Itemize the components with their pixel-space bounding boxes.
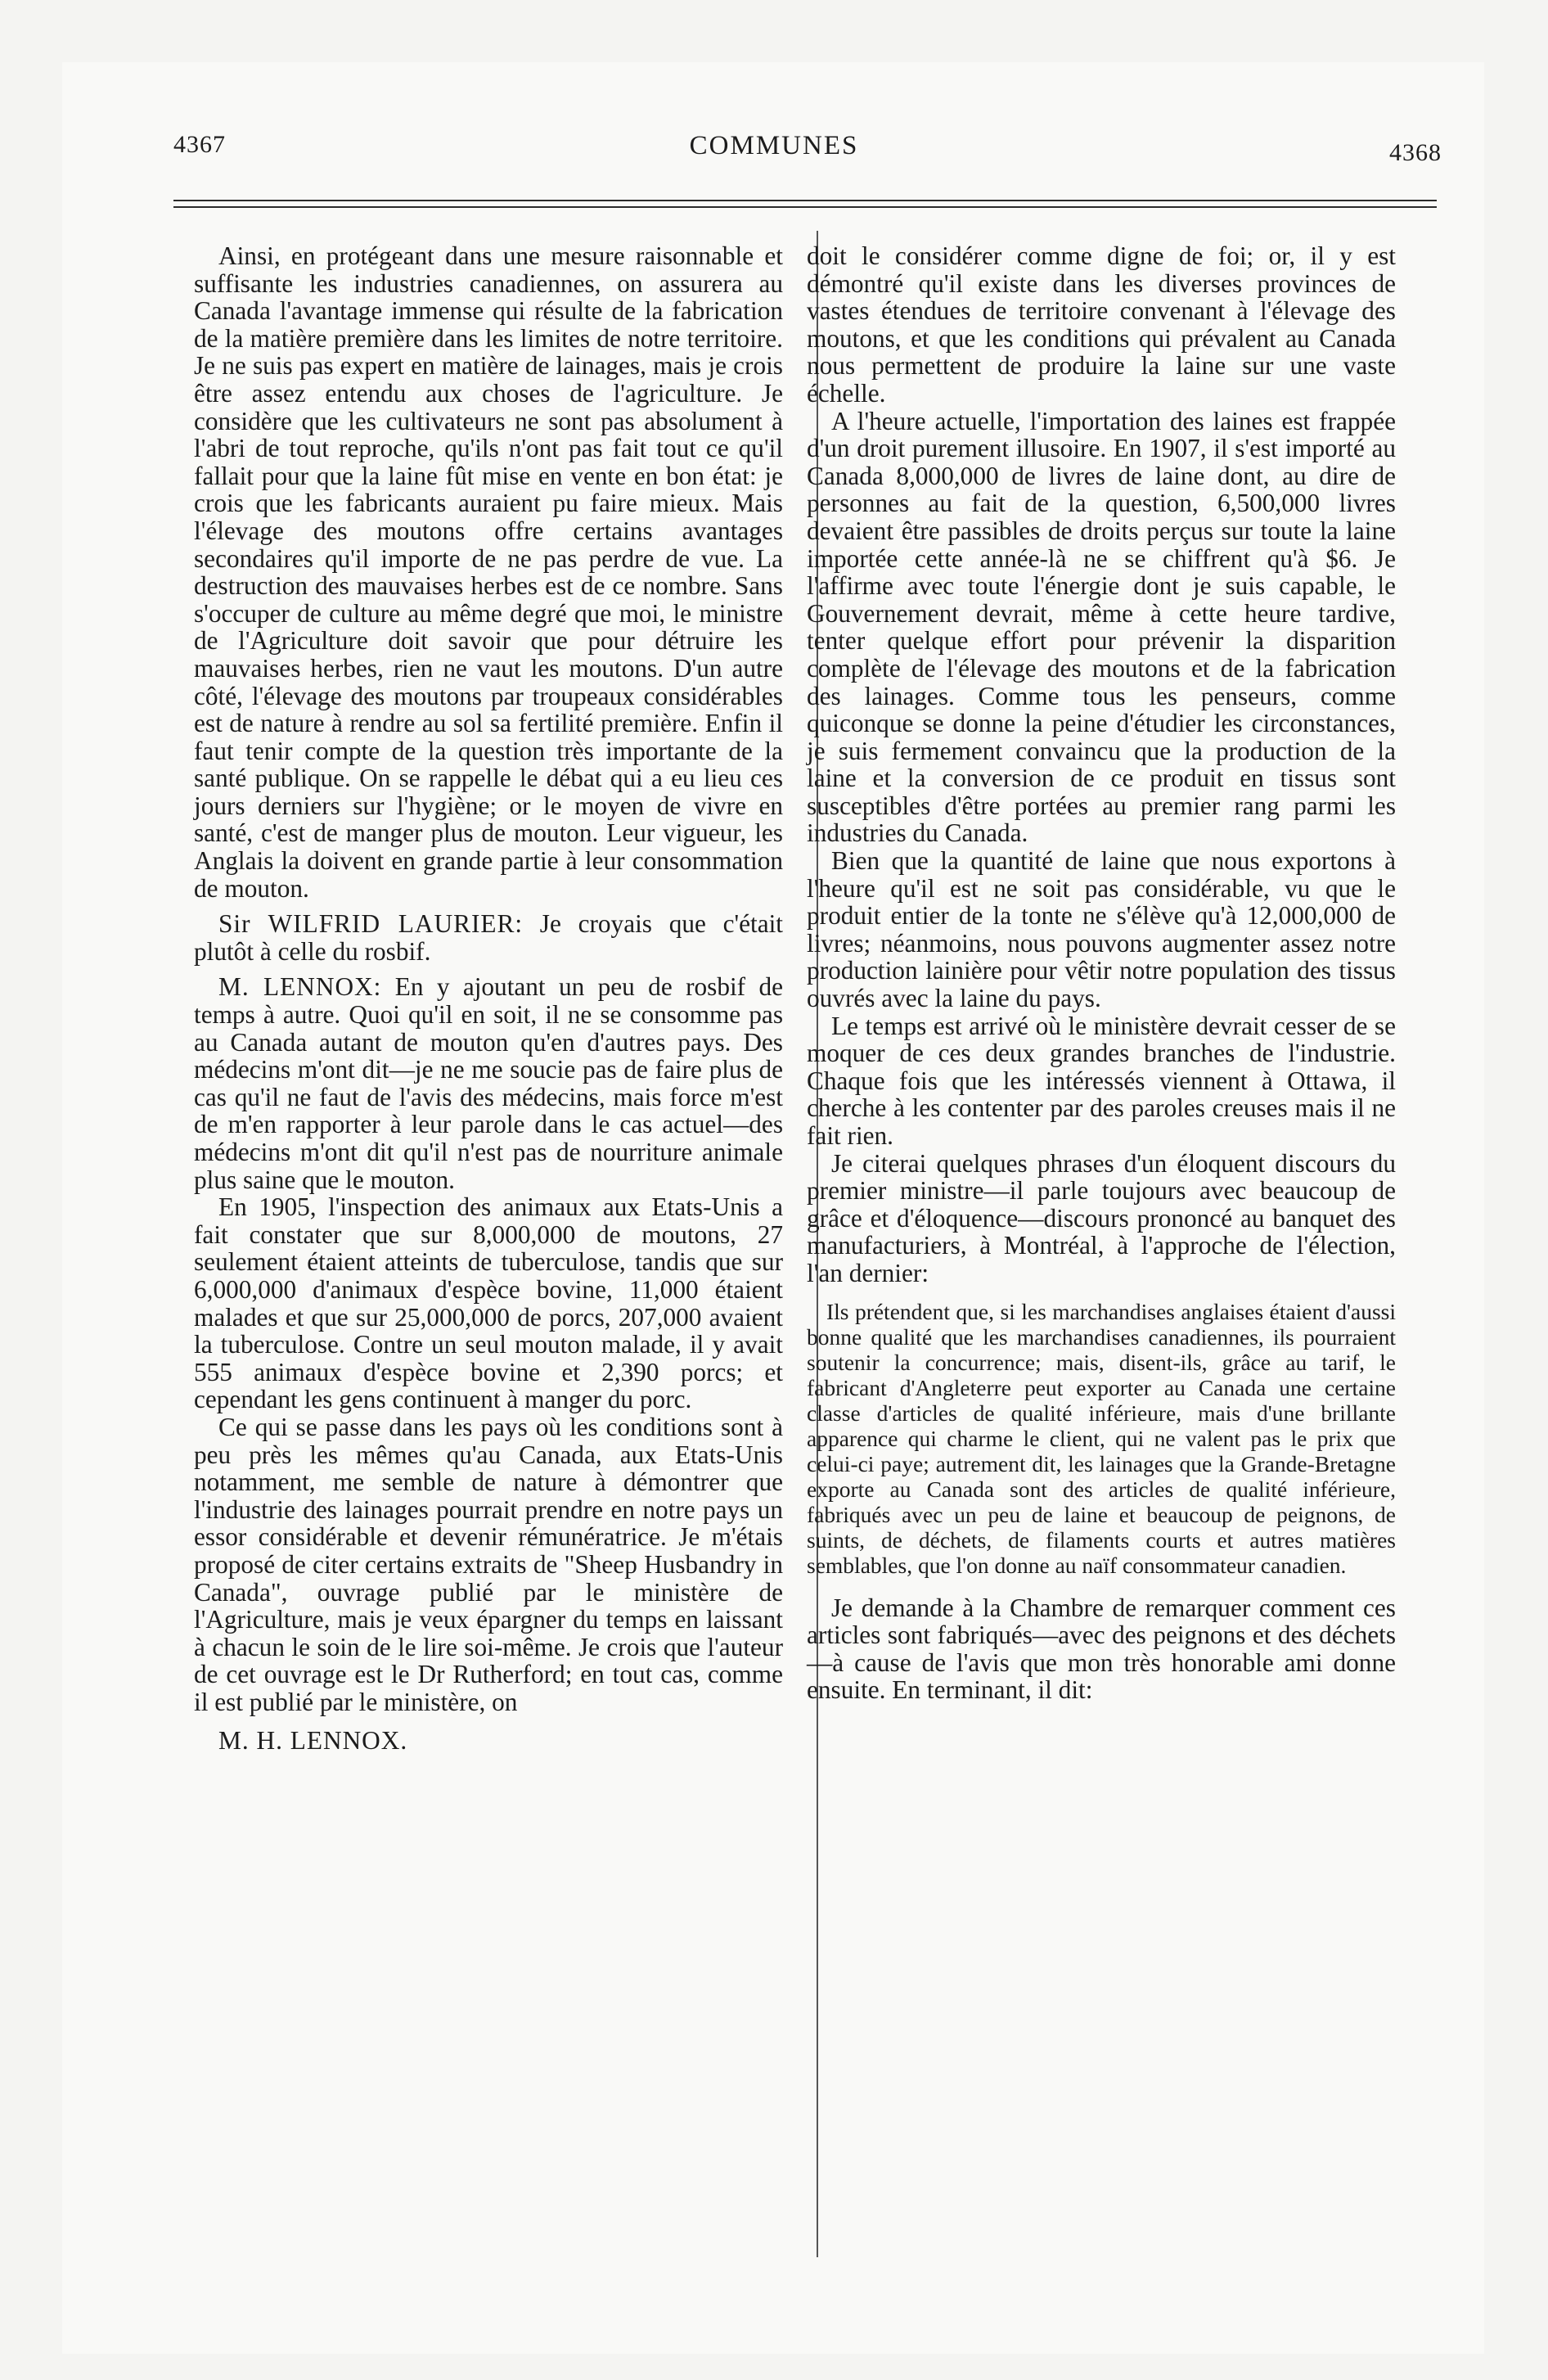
paragraph: En 1905, l'inspection des animaux aux Etats-Unis a fait constater que sur 8,000,000 de moutons, 27 seulement étaient atteints de tuberculose, tandis que sur 6,000,000 d'animaux d'espèce bovine, 11,000 étaient malades et que sur 25,000,000 de porcs, 207,000 avaient la tuberculose. Contre un seul mouton malade, il y avait 555 animaux d'espèce bovine et 2,390 porcs; et cependant les gens continuent à manger du porc. (194, 1192, 783, 1414)
paragraph-lennox (194, 973, 783, 1193)
signature: M. H. LENNOX. (218, 1726, 408, 1756)
left-column (194, 242, 783, 1755)
block-quote (807, 1299, 1396, 1578)
paragraph: Le temps est arrivé où le ministère devrait cesser de se moquer de ces deux grandes branches de l'industrie. Chaque fois que les intéressés viennent à Ottawa, il cherche à les contenter par des paroles creuses mais il ne fait rien. (807, 1011, 1396, 1150)
paragraph: doit le considérer comme digne de foi; or, il y est démontré qu'il existe dans les diverses provinces de vastes étendues de territoire convenant à l'élevage des moutons, et que les conditions qui prévalent au Canada nous permettent de produire la laine sur une vaste échelle. (807, 241, 1396, 408)
paragraph: Je citerai quelques phrases d'un éloquent discours du premier ministre—il parle toujours avec beaucoup de grâce et d'éloquence—discours prononcé au banquet des manufacturiers, à Montréal, à l'approche de l'élection, l'an dernier: (807, 1148, 1396, 1287)
speech-text: Je croyais que c'était plutôt à celle du rosbif. (194, 909, 783, 966)
speech-text: En y ajoutant un peu de rosbif de temps à autre. Quoi qu'il en soit, il ne se consomme pas au Canada autant de mouton qu'en d'autres pays. Des médecins m'ont dit—je ne me soucie pas de faire plus de cas qu'il ne faut de l'avis des médecins, mais force m'est de m'en rapporter à leur parole dans le cas actuel—des médecins m'ont dit qu'il n'est pas de nourriture animale plus saine que le mouton. (194, 972, 783, 1194)
header-rule-bottom (173, 206, 1437, 208)
header-rule-top (173, 200, 1437, 201)
speaker-name: M. LENNOX: (218, 972, 382, 1002)
paragraph: Je demande à la Chambre de remarquer comment ces articles sont fabriqués—avec des peignons et des déchets—à cause de l'avis que mon très honorable ami donne ensuite. En terminant, il dit: (807, 1593, 1396, 1705)
right-page-number: 4368 (1389, 139, 1442, 166)
running-title: COMMUNES (689, 131, 859, 160)
speaker-name: Sir WILFRID LAURIER: (218, 909, 524, 939)
right-column (807, 242, 1396, 1704)
quote-text: Ils prétendent que, si les marchandises anglaises étaient d'aussi bonne qualité que les marchandises canadiennes, ils pourraient soutenir la concurrence; mais, disent-ils, grâce au tarif, le fabricant d'Angleterre peut exporter au Canada une certaine classe d'articles de qualité inférieure, mais d'une brillante apparence qui charme le client, qui ne valent pas le prix que celui-ci paye; autrement dit, les lainages que la Grande-Bretagne exporte au Canada sont des articles de qualité inférieure, fabriqués avec un peu de laine et beaucoup de peignons, de suints, de déchets, de filaments courts et autres matières semblables, que l'on donne au naïf consommateur canadien. (807, 1298, 1396, 1578)
paragraph-laurier (194, 910, 783, 965)
paragraph: A l'heure actuelle, l'importation des laines est frappée d'un droit purement illusoire. En 1907, il s'est importé au Canada 8,000,000 de livres de laine dont, au dire de personnes au fait de la question, 6,500,000 livres devaient être passibles de droits perçus sur toute la laine importée cette année-là ne se chiffrent qu'à $6. Je l'affirme avec toute l'énergie dont je suis capable, le Gouvernement devrait, même à cette heure tardive, tenter quelque effort pour prévenir la disparition complète de l'élevage des moutons et de la fabrication des lainages. Comme tous les penseurs, comme quiconque se donne la peine d'étudier les circonstances, je suis fermement convaincu que la production de la laine et la conversion de ce produit en tissus sont susceptibles d'être portées au premier rang parmi les industries du Canada. (807, 406, 1396, 848)
left-page-number: 4367 (173, 131, 226, 158)
paragraph: Ce qui se passe dans les pays où les conditions sont à peu près les mêmes qu'au Canada, aux Etats-Unis notamment, me semble de nature à démontrer que l'industrie des lainages pourrait prendre en notre pays un essor considérable et devenir rémunératrice. Je m'étais proposé de citer certains extraits de "Sheep Husbandry in Canada", ouvrage publié par le ministère de l'Agriculture, mais je veux épargner du temps en laissant à chacun le soin de le lire soi-même. Je crois que l'auteur de cet ouvrage est le Dr Rutherford; en tout cas, comme il est publié par le ministère, on (194, 1412, 783, 1716)
paragraph: Ainsi, en protégeant dans une mesure raisonnable et suffisante les industries canadiennes, on assurera au Canada l'avantage immense qui résulte de la fabrication de la matière première dans les limites de notre territoire. Je ne suis pas expert en matière de lainages, mais je crois être assez entendu aux choses de l'agriculture. Je considère que les cultivateurs ne sont pas absolument à l'abri de tout reproche, qu'ils n'ont pas fait tout ce qu'il fallait pour que la laine fût mise en vente en bon état: je crois que les fabricants auraient pu faire mieux. Mais l'élevage des moutons offre certains avantages secondaires qu'il importe de ne pas perdre de vue. La destruction des mauvaises herbes est de ce nombre. Sans s'occuper de culture au même degré que moi, le ministre de l'Agriculture doit savoir que pour détruire les mauvaises herbes, rien ne vaut les moutons. D'un autre côté, l'élevage des moutons par troupeaux considérables est de nature à rendre au sol sa fertilité première. Enfin il faut tenir compte de la question très importante de la santé publique. On se rappelle le débat qui a eu lieu ces jours derniers sur l'hygiène; or le moyen de vivre en santé, c'est de manger plus de mouton. Leur vigueur, les Anglais la doivent en grande partie à leur consommation de mouton. (194, 241, 783, 903)
paragraph: Bien que la quantité de laine que nous exportons à l'heure qu'il est ne soit pas considérable, vu que le produit entier de la tonte ne s'élève qu'à 12,000,000 de livres; néanmoins, nous pouvons augmenter assez notre production lainière pour vêtir notre population des tissus ouvrés avec la laine du pays. (807, 846, 1396, 1013)
